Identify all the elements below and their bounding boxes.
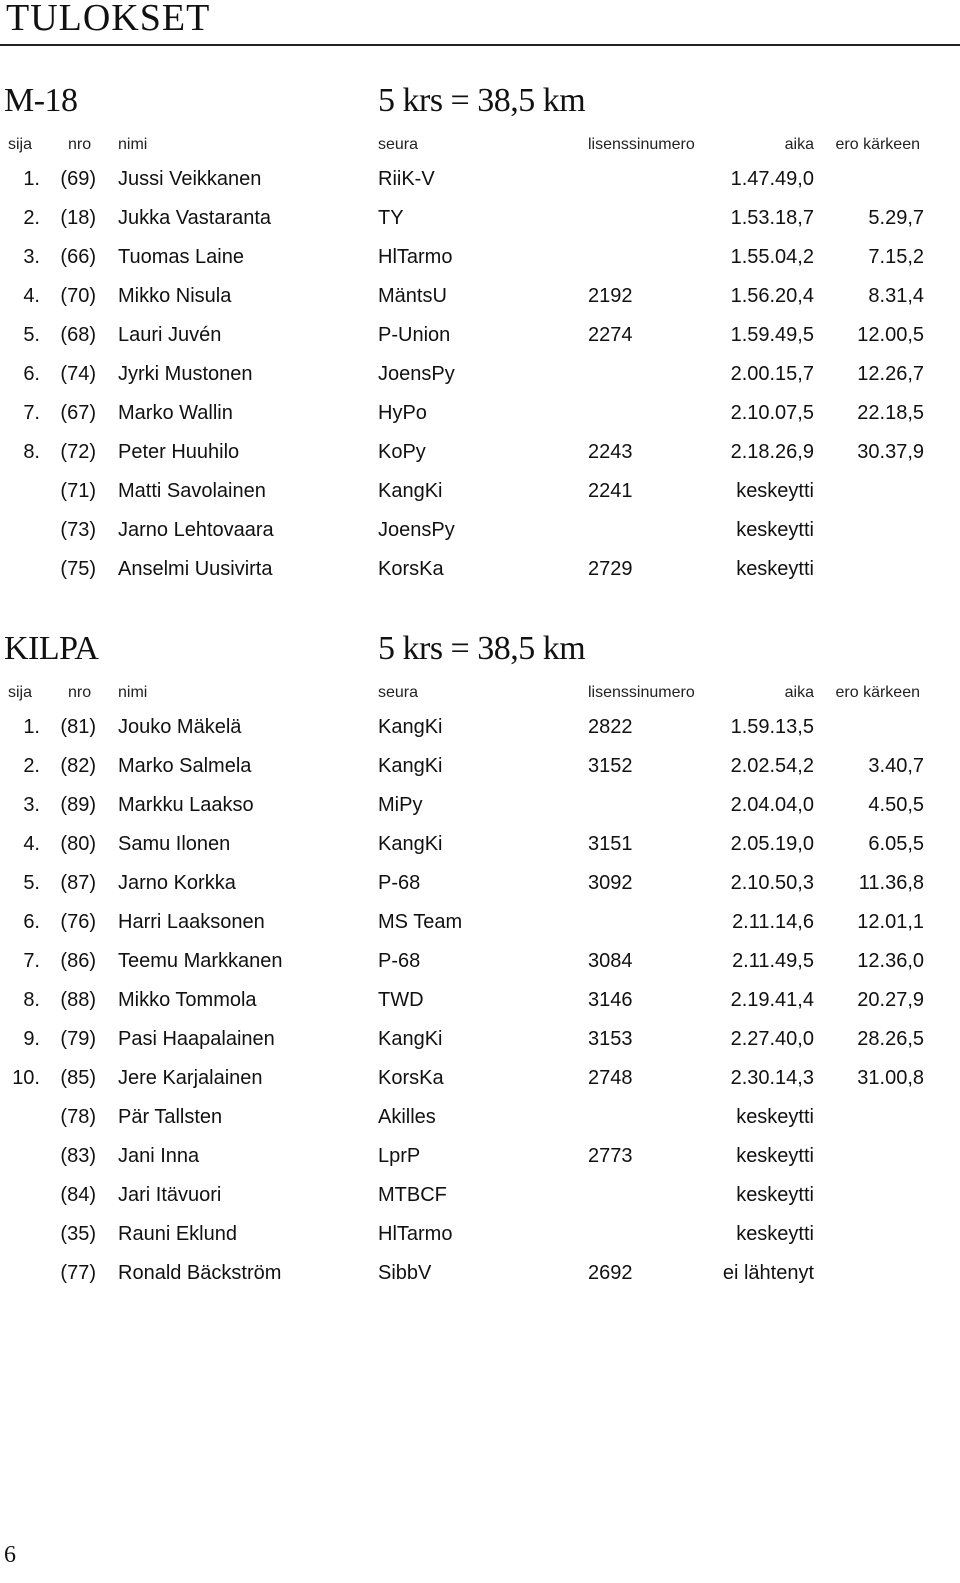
cell-aika: 2.11.14,6: [732, 911, 814, 933]
cell-ero: 12.00,5: [857, 324, 924, 346]
cell-nro: (75): [60, 558, 96, 580]
cell-seura: SibbV: [378, 1262, 432, 1284]
table-row: [0, 981, 960, 1020]
cell-lisenssi: 2692: [588, 1262, 633, 1284]
cell-seura: KangKi: [378, 833, 443, 855]
cell-seura: KangKi: [378, 1028, 443, 1050]
cell-seura: P-68: [378, 950, 421, 972]
cell-lisenssi: 3153: [588, 1028, 633, 1050]
table-row: [0, 238, 960, 277]
table-row: [0, 511, 960, 550]
section-header: [0, 620, 960, 678]
cell-nro: (73): [60, 519, 96, 541]
cell-nimi: Jouko Mäkelä: [118, 716, 242, 738]
section-m18: [0, 72, 960, 589]
cell-nimi: Harri Laaksonen: [118, 911, 265, 933]
cell-aika: keskeytti: [736, 1184, 814, 1206]
cell-aika: 1.56.20,4: [730, 285, 814, 307]
cell-seura: HlTarmo: [378, 1223, 453, 1245]
table-row: [0, 903, 960, 942]
page-title: TULOKSET: [6, 0, 211, 39]
cell-nro: (81): [60, 716, 96, 738]
cell-nimi: Teemu Markkanen: [118, 950, 283, 972]
cell-nro: (68): [60, 324, 96, 346]
section-name: M-18: [4, 82, 78, 119]
cell-nimi: Ronald Bäckström: [118, 1262, 282, 1284]
page-number: 6: [4, 1542, 16, 1568]
cell-nro: (77): [60, 1262, 96, 1284]
cell-aika: 1.47.49,0: [730, 168, 814, 190]
cell-nimi: Peter Huuhilo: [118, 441, 240, 463]
cell-seura: JoensPy: [378, 519, 455, 541]
cell-nro: (18): [60, 207, 96, 229]
column-header-nimi: nimi: [118, 684, 148, 701]
cell-seura: KangKi: [378, 755, 443, 777]
cell-lisenssi: 2241: [588, 480, 633, 502]
cell-nro: (35): [60, 1223, 96, 1245]
cell-seura: LprP: [378, 1145, 421, 1167]
cell-nimi: Markku Laakso: [118, 794, 254, 816]
cell-seura: KangKi: [378, 480, 443, 502]
table-row: [0, 1098, 960, 1137]
cell-sija: 6.: [23, 363, 40, 385]
column-header-aika: aika: [784, 136, 814, 153]
cell-seura: P-Union: [378, 324, 451, 346]
table-row: [0, 1176, 960, 1215]
section-kilpa: [0, 620, 960, 1293]
cell-aika: 1.53.18,7: [730, 207, 814, 229]
table-row: [0, 1020, 960, 1059]
cell-nimi: Jarno Lehtovaara: [118, 519, 274, 541]
cell-seura: TY: [378, 207, 404, 229]
table-row: [0, 550, 960, 589]
cell-ero: 3.40,7: [868, 755, 924, 777]
cell-sija: 9.: [23, 1028, 40, 1050]
cell-aika: 2.27.40,0: [730, 1028, 814, 1050]
column-header-seura: seura: [378, 684, 419, 701]
column-header-seura: seura: [378, 136, 419, 153]
cell-nro: (84): [60, 1184, 96, 1206]
cell-nro: (69): [60, 168, 96, 190]
cell-ero: 12.26,7: [857, 363, 924, 385]
table-row: [0, 1059, 960, 1098]
cell-ero: 28.26,5: [857, 1028, 924, 1050]
cell-aika: 2.30.14,3: [730, 1067, 814, 1089]
cell-sija: 1.: [23, 716, 40, 738]
cell-nimi: Anselmi Uusivirta: [118, 558, 273, 580]
cell-ero: 11.36,8: [858, 872, 924, 894]
table-row: [0, 825, 960, 864]
cell-ero: 20.27,9: [857, 989, 924, 1011]
cell-seura: RiiK-V: [378, 168, 435, 190]
cell-lisenssi: 3092: [588, 872, 633, 894]
column-header-row: [0, 130, 960, 160]
title-rule: [0, 44, 960, 46]
cell-nimi: Marko Salmela: [118, 755, 252, 777]
cell-sija: 3.: [23, 794, 40, 816]
section-header: [0, 72, 960, 130]
cell-aika: keskeytti: [736, 1223, 814, 1245]
cell-seura: KangKi: [378, 716, 443, 738]
cell-nimi: Rauni Eklund: [118, 1223, 237, 1245]
table-row: [0, 1215, 960, 1254]
cell-aika: keskeytti: [736, 1106, 814, 1128]
cell-seura: Akilles: [378, 1106, 436, 1128]
table-row: [0, 786, 960, 825]
cell-seura: MäntsU: [378, 285, 447, 307]
cell-lisenssi: 2773: [588, 1145, 633, 1167]
cell-nro: (88): [60, 989, 96, 1011]
cell-ero: 22.18,5: [857, 402, 924, 424]
cell-seura: MiPy: [378, 794, 423, 816]
cell-sija: 8.: [23, 441, 40, 463]
cell-nro: (72): [60, 441, 96, 463]
cell-ero: 4.50,5: [868, 794, 924, 816]
table-row: [0, 355, 960, 394]
cell-ero: 5.29,7: [868, 207, 924, 229]
column-header-ero: ero kärkeen: [835, 684, 920, 701]
cell-lisenssi: 2192: [588, 285, 633, 307]
cell-seura: MS Team: [378, 911, 463, 933]
cell-aika: 2.05.19,0: [730, 833, 814, 855]
column-header-sija: sija: [8, 684, 33, 701]
table-row: [0, 864, 960, 903]
cell-aika: 2.19.41,4: [730, 989, 814, 1011]
cell-nro: (71): [60, 480, 96, 502]
column-header-nro: nro: [68, 684, 92, 701]
cell-sija: 4.: [23, 285, 40, 307]
cell-lisenssi: 2748: [588, 1067, 633, 1089]
cell-aika: ei lähtenyt: [722, 1262, 814, 1284]
cell-seura: KoPy: [378, 441, 426, 463]
cell-nro: (78): [60, 1106, 96, 1128]
cell-nimi: Pasi Haapalainen: [118, 1028, 275, 1050]
cell-lisenssi: 2274: [588, 324, 633, 346]
cell-sija: 3.: [23, 246, 40, 268]
cell-nimi: Matti Savolainen: [118, 480, 266, 502]
cell-sija: 2.: [23, 207, 40, 229]
cell-nro: (83): [60, 1145, 96, 1167]
cell-aika: keskeytti: [736, 480, 814, 502]
cell-seura: HlTarmo: [378, 246, 453, 268]
cell-aika: 2.18.26,9: [730, 441, 814, 463]
cell-lisenssi: 2822: [588, 716, 633, 738]
cell-lisenssi: 2729: [588, 558, 633, 580]
cell-nro: (74): [60, 363, 96, 385]
column-header-lisenssinumero: lisenssinumero: [588, 136, 695, 153]
cell-aika: 1.55.04,2: [730, 246, 814, 268]
section-name: KILPA: [4, 630, 99, 667]
cell-sija: 10.: [12, 1067, 40, 1089]
column-header-sija: sija: [8, 136, 33, 153]
table-row: [0, 1254, 960, 1293]
column-header-nimi: nimi: [118, 136, 148, 153]
cell-sija: 2.: [23, 755, 40, 777]
column-header-row: [0, 678, 960, 708]
table-row: [0, 316, 960, 355]
cell-nimi: Jarno Korkka: [118, 872, 236, 894]
cell-lisenssi: 3151: [588, 833, 633, 855]
cell-nro: (86): [60, 950, 96, 972]
table-row: [0, 160, 960, 199]
cell-nro: (80): [60, 833, 96, 855]
column-header-aika: aika: [784, 684, 814, 701]
cell-aika: keskeytti: [736, 519, 814, 541]
table-row: [0, 199, 960, 238]
cell-nimi: Samu Ilonen: [118, 833, 231, 855]
cell-nimi: Mikko Nisula: [118, 285, 232, 307]
cell-aika: 2.10.50,3: [730, 872, 814, 894]
cell-aika: 2.04.04,0: [730, 794, 814, 816]
cell-sija: 5.: [23, 324, 40, 346]
cell-nimi: Tuomas Laine: [118, 246, 244, 268]
cell-nro: (70): [60, 285, 96, 307]
cell-seura: KorsKa: [378, 1067, 444, 1089]
cell-lisenssi: 2243: [588, 441, 633, 463]
table-row: [0, 1137, 960, 1176]
cell-aika: keskeytti: [736, 558, 814, 580]
table-row: [0, 747, 960, 786]
cell-aika: 1.59.49,5: [730, 324, 814, 346]
section-distance: 5 krs = 38,5 km: [378, 82, 586, 119]
table-row: [0, 394, 960, 433]
table-row: [0, 433, 960, 472]
cell-sija: 1.: [23, 168, 40, 190]
column-header-lisenssinumero: lisenssinumero: [588, 684, 695, 701]
table-row: [0, 472, 960, 511]
cell-sija: 4.: [23, 833, 40, 855]
cell-aika: 2.00.15,7: [730, 363, 814, 385]
cell-nro: (66): [60, 246, 96, 268]
cell-seura: HyPo: [378, 402, 427, 424]
cell-sija: 8.: [23, 989, 40, 1011]
cell-nro: (87): [60, 872, 96, 894]
cell-nro: (67): [60, 402, 96, 424]
cell-seura: TWD: [378, 989, 424, 1011]
cell-lisenssi: 3146: [588, 989, 633, 1011]
cell-nimi: Jukka Vastaranta: [118, 207, 272, 229]
cell-aika: 2.11.49,5: [732, 950, 814, 972]
cell-sija: 6.: [23, 911, 40, 933]
table-row: [0, 708, 960, 747]
section-distance: 5 krs = 38,5 km: [378, 630, 586, 667]
cell-seura: P-68: [378, 872, 421, 894]
cell-seura: MTBCF: [378, 1184, 447, 1206]
cell-nimi: Jere Karjalainen: [118, 1067, 263, 1089]
cell-nimi: Mikko Tommola: [118, 989, 257, 1011]
cell-seura: JoensPy: [378, 363, 455, 385]
cell-nro: (85): [60, 1067, 96, 1089]
cell-sija: 5.: [23, 872, 40, 894]
table-row: [0, 942, 960, 981]
column-header-ero: ero kärkeen: [835, 136, 920, 153]
cell-ero: 8.31,4: [868, 285, 924, 307]
cell-nimi: Marko Wallin: [118, 402, 233, 424]
cell-nro: (76): [60, 911, 96, 933]
cell-lisenssi: 3084: [588, 950, 633, 972]
cell-nro: (82): [60, 755, 96, 777]
cell-nimi: Jyrki Mustonen: [118, 363, 253, 385]
cell-ero: 12.36,0: [857, 950, 924, 972]
table-row: [0, 277, 960, 316]
cell-lisenssi: 3152: [588, 755, 633, 777]
cell-ero: 7.15,2: [868, 246, 924, 268]
cell-ero: 31.00,8: [857, 1067, 924, 1089]
cell-nimi: Jani Inna: [118, 1145, 200, 1167]
cell-sija: 7.: [23, 402, 40, 424]
cell-nimi: Jari Itävuori: [118, 1184, 222, 1206]
cell-nimi: Jussi Veikkanen: [118, 168, 262, 190]
cell-nimi: Lauri Juvén: [118, 324, 222, 346]
cell-aika: keskeytti: [736, 1145, 814, 1167]
cell-nro: (89): [60, 794, 96, 816]
cell-aika: 2.10.07,5: [730, 402, 814, 424]
column-header-nro: nro: [68, 136, 92, 153]
cell-seura: KorsKa: [378, 558, 444, 580]
cell-nro: (79): [60, 1028, 96, 1050]
cell-aika: 2.02.54,2: [730, 755, 814, 777]
cell-ero: 30.37,9: [857, 441, 924, 463]
cell-aika: 1.59.13,5: [730, 716, 814, 738]
cell-nimi: Pär Tallsten: [118, 1106, 223, 1128]
cell-ero: 12.01,1: [857, 911, 924, 933]
cell-sija: 7.: [23, 950, 40, 972]
cell-ero: 6.05,5: [868, 833, 924, 855]
